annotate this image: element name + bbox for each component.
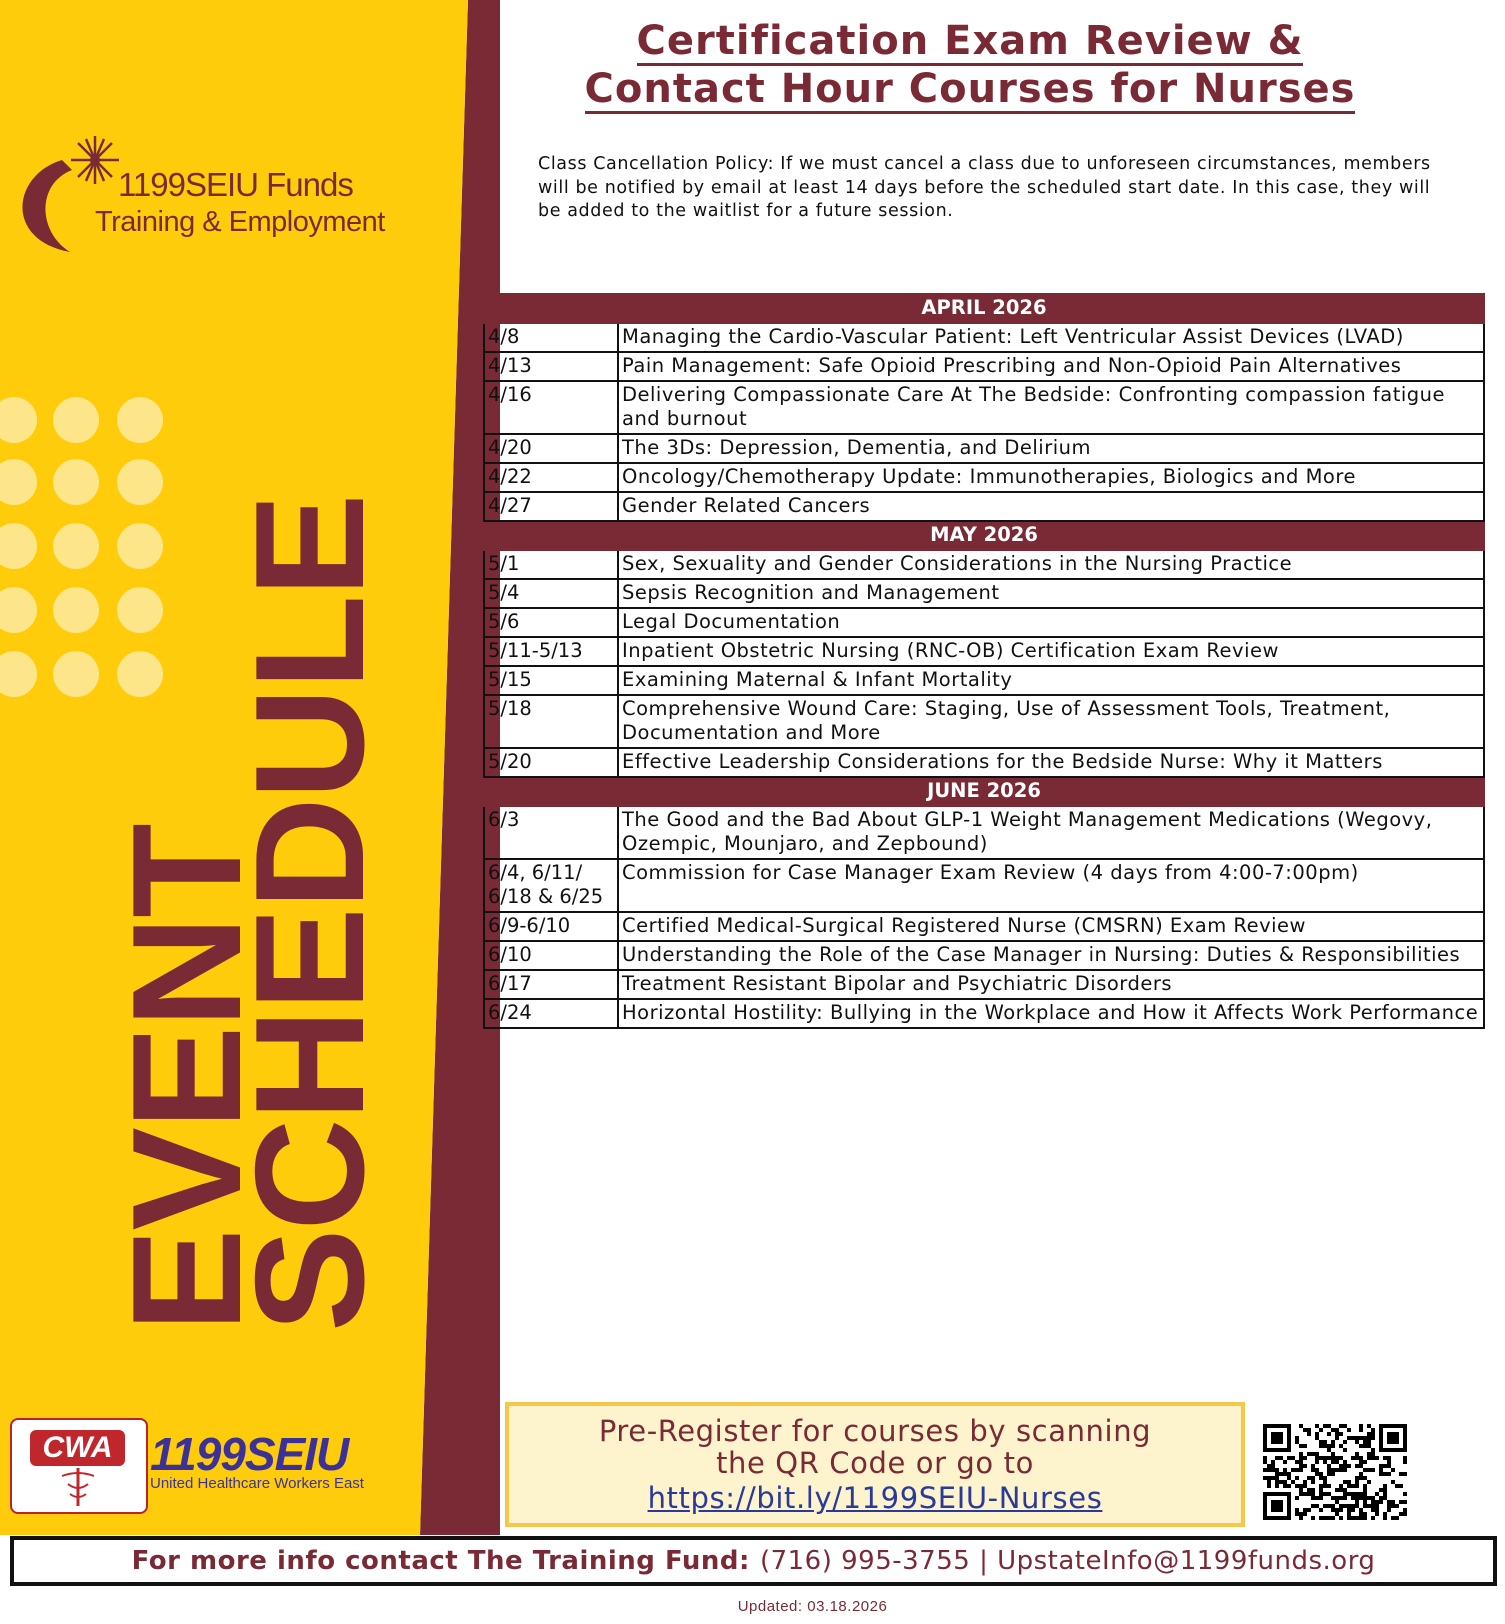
course-row xyxy=(484,999,1484,1028)
course-title: Sex, Sexuality and Gender Considerations in the Nursing Practice xyxy=(618,550,1484,579)
course-date: 5/1 xyxy=(484,550,618,579)
course-row xyxy=(484,492,1484,521)
course-title: Understanding the Role of the Case Manager in Nursing: Duties & Responsibilities xyxy=(618,941,1484,970)
month-header: MAY 2026 xyxy=(484,521,1484,550)
course-row xyxy=(484,381,1484,434)
course-date: 4/22 xyxy=(484,463,618,492)
register-line1: Pre-Register for courses by scanning xyxy=(598,1414,1152,1448)
contact-bar xyxy=(10,1536,1497,1586)
course-title: Legal Documentation xyxy=(618,608,1484,637)
course-date: 6/4, 6/11/ 6/18 & 6/25 xyxy=(484,859,618,912)
course-row xyxy=(484,608,1484,637)
cancellation-policy: Class Cancellation Policy: If we must cancel a class due to unforeseen circumstances, members will be notified by email at least 14 days before the scheduled start date. In this case, they will be added to the waitlist for a future session. xyxy=(538,154,1431,221)
contact-details[interactable]: (716) 995-3755 | UpstateInfo@1199funds.org xyxy=(759,1546,1376,1576)
course-date: 4/13 xyxy=(484,352,618,381)
seiu-logo-subtitle: United Healthcare Workers East xyxy=(150,1475,364,1492)
course-title: Managing the Cardio-Vascular Patient: Left Ventricular Assist Devices (LVAD) xyxy=(618,323,1484,352)
course-title: Commission for Case Manager Exam Review (4 days from 4:00-7:00pm) xyxy=(618,859,1484,912)
vertical-schedule-text: SCHEDULE xyxy=(223,495,396,1332)
course-title: Examining Maternal & Infant Mortality xyxy=(618,666,1484,695)
course-date: 4/20 xyxy=(484,434,618,463)
title-line1: Certification Exam Review & xyxy=(636,18,1304,64)
course-date: 6/9-6/10 xyxy=(484,912,618,941)
month-header: JUNE 2026 xyxy=(484,777,1484,806)
course-title: The 3Ds: Depression, Dementia, and Delirium xyxy=(618,434,1484,463)
course-title: Oncology/Chemotherapy Update: Immunotherapies, Biologics and More xyxy=(618,463,1484,492)
course-title: The Good and the Bad About GLP-1 Weight Management Medications (Wegovy, Ozempic, Mounjaro, and Zepbound) xyxy=(618,806,1484,859)
funds-logo-line2: Training & Employment xyxy=(95,206,385,238)
month-header-row xyxy=(484,777,1484,806)
course-row xyxy=(484,434,1484,463)
pre-register-box xyxy=(505,1402,1245,1527)
course-row xyxy=(484,806,1484,859)
cwa-logo-text: CWA xyxy=(30,1430,125,1466)
month-header-row xyxy=(484,521,1484,550)
course-title: Sepsis Recognition and Management xyxy=(618,579,1484,608)
course-title: Gender Related Cancers xyxy=(618,492,1484,521)
course-row xyxy=(484,912,1484,941)
course-date: 5/11-5/13 xyxy=(484,637,618,666)
course-title: Horizontal Hostility: Bullying in the Workplace and How it Affects Work Performance xyxy=(618,999,1484,1028)
course-title: Delivering Compassionate Care At The Bedside: Confronting compassion fatigue and burnout xyxy=(618,381,1484,434)
course-date: 5/18 xyxy=(484,695,618,748)
course-date: 4/27 xyxy=(484,492,618,521)
course-row xyxy=(484,859,1484,912)
course-schedule-table xyxy=(483,293,1485,1029)
course-title: Pain Management: Safe Opioid Prescribing and Non-Opioid Pain Alternatives xyxy=(618,352,1484,381)
course-row xyxy=(484,463,1484,492)
seiu-logo xyxy=(150,1428,364,1492)
course-row xyxy=(484,941,1484,970)
course-row xyxy=(484,352,1484,381)
course-row xyxy=(484,637,1484,666)
title-line2: Contact Hour Courses for Nurses xyxy=(584,66,1356,112)
course-date: 5/15 xyxy=(484,666,618,695)
course-date: 5/4 xyxy=(484,579,618,608)
month-header-row xyxy=(484,294,1484,323)
course-date: 6/24 xyxy=(484,999,618,1028)
course-title: Treatment Resistant Bipolar and Psychiatric Disorders xyxy=(618,970,1484,999)
course-row xyxy=(484,579,1484,608)
course-date: 6/10 xyxy=(484,941,618,970)
course-row xyxy=(484,550,1484,579)
course-date: 6/3 xyxy=(484,806,618,859)
course-row xyxy=(484,323,1484,352)
course-date: 5/20 xyxy=(484,748,618,777)
cwa-logo xyxy=(10,1418,148,1514)
updated-date: Updated: 03.18.2026 xyxy=(737,1598,888,1615)
page-title xyxy=(470,18,1470,114)
register-link[interactable]: https://bit.ly/1199SEIU-Nurses xyxy=(647,1481,1103,1515)
qr-code-icon[interactable] xyxy=(1263,1424,1411,1524)
course-date: 4/16 xyxy=(484,381,618,434)
register-line2: the QR Code or go to xyxy=(716,1446,1034,1480)
course-row xyxy=(484,748,1484,777)
course-date: 5/6 xyxy=(484,608,618,637)
course-row xyxy=(484,695,1484,748)
funds-logo-line1: 1199SEIU Funds xyxy=(118,166,353,203)
course-title: Effective Leadership Considerations for the Bedside Nurse: Why it Matters xyxy=(618,748,1484,777)
course-row xyxy=(484,666,1484,695)
course-title: Certified Medical-Surgical Registered Nurse (CMSRN) Exam Review xyxy=(618,912,1484,941)
vertical-event-text: EVENT xyxy=(100,825,273,1332)
left-decorative-panel xyxy=(0,0,500,1535)
caduceus-icon xyxy=(12,1420,146,1512)
course-date: 4/8 xyxy=(484,323,618,352)
course-title: Comprehensive Wound Care: Staging, Use of Assessment Tools, Treatment, Documentation and More xyxy=(618,695,1484,748)
course-title: Inpatient Obstetric Nursing (RNC-OB) Certification Exam Review xyxy=(618,637,1484,666)
seiu-logo-name: 1199SEIU xyxy=(150,1428,349,1480)
course-row xyxy=(484,970,1484,999)
contact-label: For more info contact The Training Fund: xyxy=(131,1546,750,1576)
month-header: APRIL 2026 xyxy=(484,294,1484,323)
course-date: 6/17 xyxy=(484,970,618,999)
